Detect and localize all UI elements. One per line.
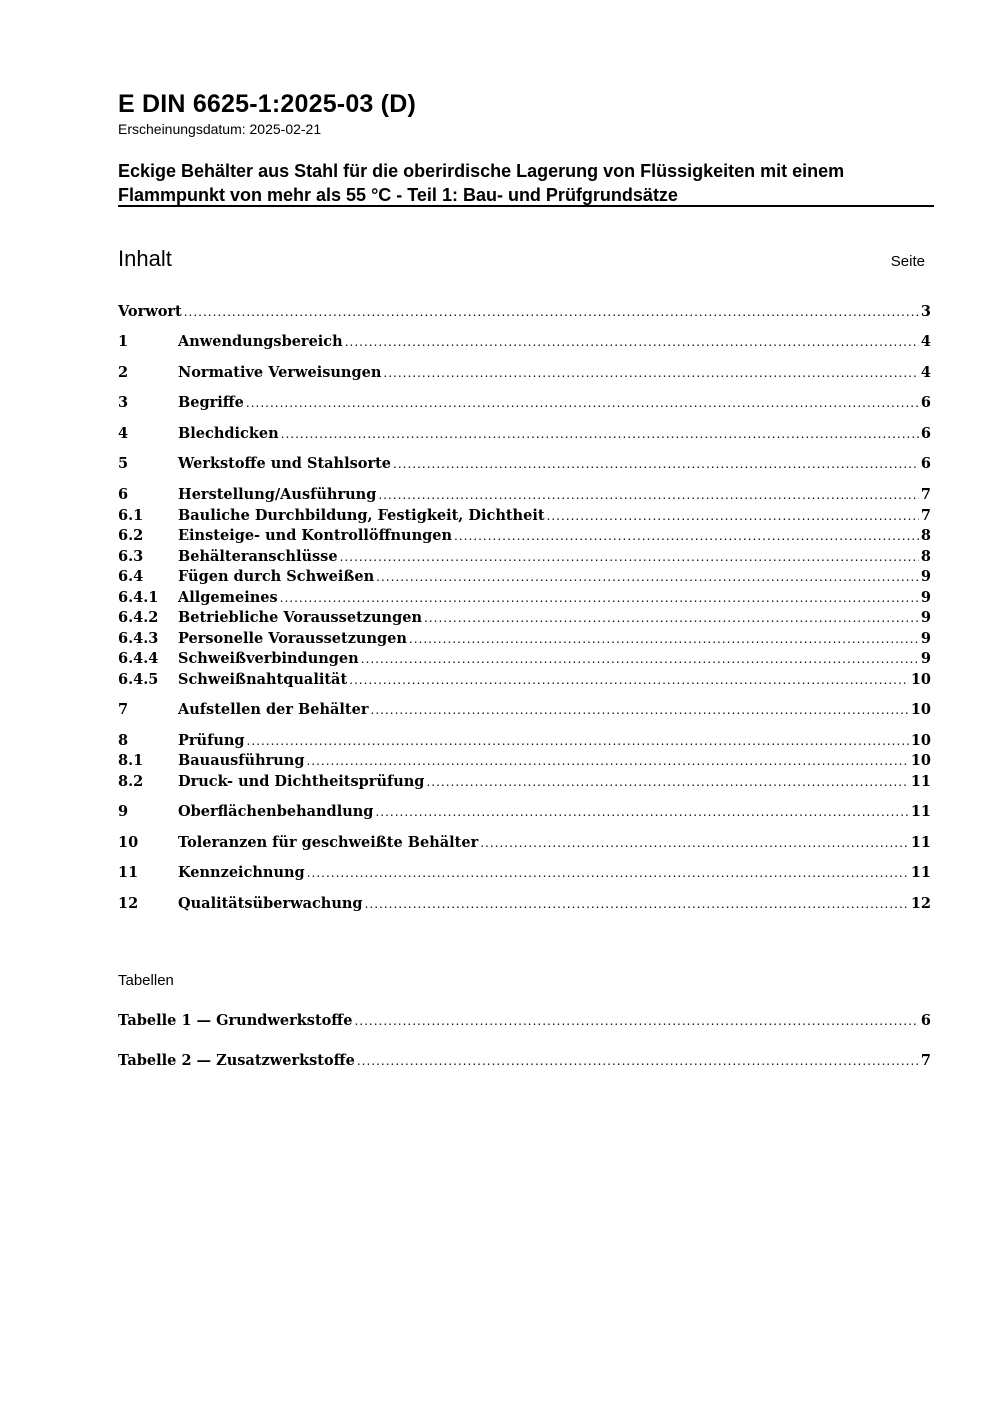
toc-entry-label: Schweißnahtqualität (178, 671, 348, 688)
toc-entry-label: Aufstellen der Behälter (178, 701, 369, 718)
dot-leader (340, 546, 919, 568)
toc-entry-label: Begriffe (178, 394, 244, 411)
toc-heading: Inhalt (118, 246, 172, 271)
toc-entry-6-4-4[interactable] (118, 648, 931, 669)
toc-entry-page: 10 (910, 701, 931, 718)
toc-entry-number: 9 (118, 803, 129, 820)
toc-entry-6-4-1[interactable] (118, 587, 931, 608)
toc-entry-page: 9 (920, 609, 931, 626)
toc-entry-page: 10 (910, 732, 931, 749)
toc-entry-6-4-2[interactable] (118, 607, 931, 628)
toc-entry-number: 6.3 (118, 548, 144, 565)
toc-entry-number: 8.1 (118, 752, 144, 769)
toc-entry-page: 6 (920, 425, 931, 442)
publication-date: Erscheinungsdatum: 2025-02-21 (118, 121, 322, 137)
toc-entry-6-4[interactable] (118, 566, 931, 587)
toc-entry-page: 6 (920, 455, 931, 472)
toc-entry-number: 7 (118, 701, 129, 718)
toc-entry-number: 5 (118, 455, 129, 472)
toc-entry-6[interactable] (118, 484, 931, 505)
dot-leader (345, 331, 919, 353)
dot-leader (375, 801, 908, 823)
dot-leader (361, 648, 919, 670)
dot-leader (371, 699, 909, 721)
toc-entry-page: 11 (910, 803, 931, 820)
toc-entry-6-1[interactable] (118, 505, 931, 526)
toc-entry-8[interactable] (118, 730, 931, 751)
toc-entry-page: 11 (910, 834, 931, 851)
toc-entry-6-4-3[interactable] (118, 628, 931, 649)
toc-entry-2[interactable] (118, 362, 931, 383)
toc-entry-label: Einsteige- und Kontrollöffnungen (178, 527, 453, 544)
toc-entry-number: 6.4.5 (118, 671, 159, 688)
toc-entry-12[interactable] (118, 893, 931, 914)
toc-entry-number: 6.4.4 (118, 650, 159, 667)
dot-leader (247, 730, 909, 752)
toc-entry-label: Toleranzen für geschweißte Behälter (178, 834, 479, 851)
document-id: E DIN 6625-1:2025-03 (D) (118, 90, 416, 118)
toc-entry-label: Personelle Voraussetzungen (178, 630, 407, 647)
toc-entry-6-3[interactable] (118, 546, 931, 567)
dot-leader (246, 392, 919, 414)
toc-entry-number: 6.4.2 (118, 609, 159, 626)
dot-leader (426, 771, 908, 793)
toc-entry-number: 6.2 (118, 527, 144, 544)
toc-entry-page: 8 (920, 548, 931, 565)
toc-entry-label: Kennzeichnung (178, 864, 305, 881)
table-list-label: Tabelle 1 — Grundwerkstoffe (118, 1012, 353, 1029)
table-list-entry-1[interactable] (118, 1010, 931, 1031)
toc-entry-label: Normative Verweisungen (178, 364, 382, 381)
toc-entry-page: 4 (920, 364, 931, 381)
toc-entry-label: Anwendungsbereich (178, 333, 343, 350)
toc-entry-label: Blechdicken (178, 425, 279, 442)
toc-entry-1[interactable] (118, 331, 931, 352)
toc-entry-label: Bauausführung (178, 752, 305, 769)
toc-entry-number: 6.4.1 (118, 589, 159, 606)
page-column-label: Seite (890, 253, 925, 270)
toc-entry-label: Qualitätsüberwachung (178, 895, 363, 912)
toc-entry-11[interactable] (118, 862, 931, 883)
toc-entry-page: 8 (920, 527, 931, 544)
table-list-entry-2[interactable] (118, 1050, 931, 1071)
toc-entry-6-4-5[interactable] (118, 669, 931, 690)
dot-leader (424, 607, 919, 629)
dot-leader (376, 566, 919, 588)
toc-entry-number: 11 (118, 864, 139, 881)
dot-leader (306, 750, 908, 772)
dot-leader (307, 862, 909, 884)
toc-entry-page: 6 (920, 394, 931, 411)
dot-leader (480, 832, 909, 854)
dot-leader (383, 362, 919, 384)
table-list-page: 7 (920, 1052, 931, 1069)
dot-leader (281, 423, 919, 445)
toc-entry-6-2[interactable] (118, 525, 931, 546)
toc-entry-8-2[interactable] (118, 771, 931, 792)
dot-leader (184, 301, 919, 323)
toc-entry-page: 3 (920, 303, 931, 320)
toc-entry-label: Vorwort (118, 303, 182, 320)
toc-entry-page: 7 (920, 486, 931, 503)
toc-entry-number: 3 (118, 394, 129, 411)
dot-leader (378, 484, 919, 506)
toc-entry-label: Herstellung/Ausführung (178, 486, 377, 503)
toc-entry-page: 4 (920, 333, 931, 350)
toc-entry-page: 10 (910, 752, 931, 769)
toc-entry-page: 12 (910, 895, 931, 912)
toc-entry-label: Behälteranschlüsse (178, 548, 338, 565)
toc-entry-number: 4 (118, 425, 129, 442)
toc-entry-page: 10 (910, 671, 931, 688)
toc-entry-9[interactable] (118, 801, 931, 822)
toc-entry-5[interactable] (118, 453, 931, 474)
toc-entry-10[interactable] (118, 832, 931, 853)
dot-leader (454, 525, 919, 547)
document-title: Eckige Behälter aus Stahl für die oberirdische Lagerung von Flüssigkeiten mit einem Flammpunkt von mehr als 55 °C - Teil 1: Bau- und Prüfgrundsätze (118, 161, 845, 205)
toc-entry-page: 9 (920, 650, 931, 667)
toc-entry-label: Prüfung (178, 732, 245, 749)
dot-leader (393, 453, 919, 475)
toc-entry-label: Oberflächenbehandlung (178, 803, 374, 820)
title-divider (118, 205, 934, 207)
dot-leader (357, 1050, 919, 1072)
toc-entry-label: Bauliche Durchbildung, Festigkeit, Dichtheit (178, 507, 545, 524)
table-list-page: 6 (920, 1012, 931, 1029)
toc-entry-label: Schweißverbindungen (178, 650, 359, 667)
toc-entry-number: 6.4.3 (118, 630, 159, 647)
dot-leader (547, 505, 919, 527)
toc-entry-number: 6.4 (118, 568, 144, 585)
toc-entry-label: Allgemeines (178, 589, 278, 606)
toc-entry-vorwort[interactable] (118, 301, 931, 322)
dot-leader (354, 1010, 918, 1032)
toc-entry-8-1[interactable] (118, 750, 931, 771)
dot-leader (349, 669, 909, 691)
toc-entry-number: 2 (118, 364, 129, 381)
toc-entry-3[interactable] (118, 392, 931, 413)
toc-entry-4[interactable] (118, 423, 931, 444)
dot-leader (280, 587, 919, 609)
dot-leader (365, 893, 909, 915)
toc-entry-label: Fügen durch Schweißen (178, 568, 375, 585)
toc-entry-label: Werkstoffe und Stahlsorte (178, 455, 392, 472)
toc-entry-page: 7 (920, 507, 931, 524)
dot-leader (409, 628, 919, 650)
toc-entry-label: Druck- und Dichtheitsprüfung (178, 773, 425, 790)
toc-entry-number: 1 (118, 333, 129, 350)
toc-entry-label: Betriebliche Voraussetzungen (178, 609, 422, 626)
toc-entry-page: 9 (920, 589, 931, 606)
toc-entry-page: 11 (910, 864, 931, 881)
toc-entry-number: 10 (118, 834, 139, 851)
table-list-label: Tabelle 2 — Zusatzwerkstoffe (118, 1052, 355, 1069)
tables-heading: Tabellen (118, 972, 174, 989)
toc-entry-page: 11 (910, 773, 931, 790)
toc-entry-page: 9 (920, 568, 931, 585)
toc-entry-number: 6.1 (118, 507, 144, 524)
toc-entry-page: 9 (920, 630, 931, 647)
toc-entry-number: 8 (118, 732, 129, 749)
toc-entry-number: 8.2 (118, 773, 144, 790)
toc-entry-number: 12 (118, 895, 139, 912)
toc-entry-number: 6 (118, 486, 129, 503)
toc-entry-7[interactable] (118, 699, 931, 720)
